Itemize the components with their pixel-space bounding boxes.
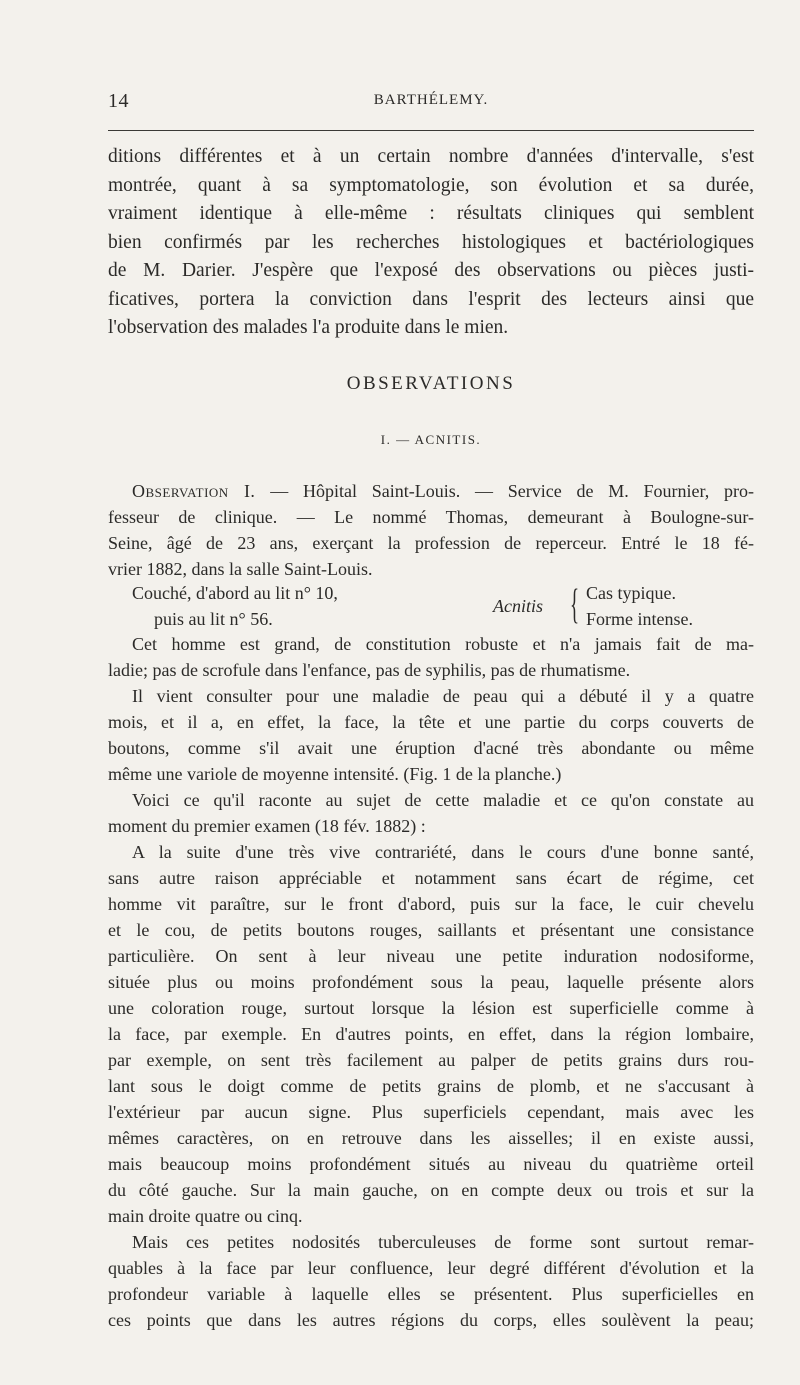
text-line: Seine, âgé de 23 ans, exerçant la profession de reperceur. Entré le 18 fé- [108, 533, 754, 553]
text-line: Mais ces petites nodosités tuberculeuses de forme sont surtout remar- [132, 1232, 754, 1252]
text-line: du côté gauche. Sur la main gauche, on en compte deux ou trois et sur la [108, 1180, 754, 1200]
observation-paragraph [108, 478, 754, 582]
text-line: fesseur de clinique. — Le nommé Thomas, demeurant à Boulogne-sur- [108, 507, 754, 527]
page-number: 14 [108, 90, 129, 112]
text-line: située plus ou moins profondément sous la peau, laquelle présente alors [108, 972, 754, 992]
text-line: main droite quatre ou cinq. [108, 1206, 303, 1226]
body-paragraph [108, 1229, 754, 1333]
body-paragraph [108, 631, 754, 683]
section-title: OBSERVATIONS [346, 373, 516, 394]
text-line: bien confirmés par les recherches histologiques et bactériologiques [108, 231, 754, 253]
text-line: quables à la face par leur confluence, leur degré différent d'évolution et la [108, 1258, 754, 1278]
body-paragraph [108, 787, 754, 839]
text-line: boutons, comme s'il avait une éruption d'acné très abondante ou même [108, 738, 754, 758]
text-line: Voici ce qu'il raconte au sujet de cette maladie et ce qu'on constate au [132, 790, 754, 810]
text-line: même une variole de moyenne intensité. (Fig. 1 de la planche.) [108, 764, 562, 784]
bed-line: puis au lit n° 56. [154, 609, 273, 629]
diagnosis-label: Acnitis [493, 596, 543, 616]
text-line: mois, et il a, en effet, la face, la tête et une partie du corps couverts de [108, 712, 754, 732]
text-line: ladie; pas de scrofule dans l'enfance, pas de syphilis, pas de rhumatisme. [108, 660, 631, 680]
text-line: particulière. On sent à leur niveau une petite induration nodosiforme, [108, 946, 754, 966]
observation-text: — Hôpital Saint-Louis. — Service de M. Fournier, pro- [255, 481, 754, 501]
bed-info [132, 580, 338, 632]
body-paragraph [108, 839, 754, 1229]
text-line: ditions différentes et à un certain nombre d'années d'intervalle, s'est [108, 146, 754, 167]
diagnosis-type: Forme intense. [586, 609, 693, 629]
text-line: vraiment identique à elle-même : résultats cliniques qui semblent [108, 203, 754, 224]
text-line: montrée, quant à sa symptomatologie, son évolution et sa durée, [108, 174, 754, 196]
text-line: et le cou, de petits boutons rouges, saillants et présentant une consistance [108, 920, 754, 940]
text-line: l'extérieur par aucun signe. Plus superficiels cependant, mais avec les [108, 1102, 754, 1122]
text-line: moment du premier examen (18 fév. 1882) : [108, 816, 426, 836]
text-line: vrier 1882, dans la salle Saint-Louis. [108, 559, 373, 579]
diagnosis-types [586, 580, 693, 632]
running-head: BARTHÉLEMY. [373, 92, 489, 108]
text-line: la face, par exemple. En d'autres points, en effet, dans la région lombaire, [108, 1024, 754, 1044]
text-line: Cet homme est grand, de constitution robuste et n'a jamais fait de ma- [132, 634, 754, 654]
text-line: par exemple, on sent très facilement au palper de petits grains durs rou- [108, 1050, 754, 1070]
bed-diagnosis-block [108, 580, 754, 636]
text-line: ficatives, portera la conviction dans l'esprit des lecteurs ainsi que [108, 288, 754, 310]
page-header [108, 90, 754, 116]
text-line: Il vient consulter pour une maladie de peau qui a débuté il y a quatre [132, 686, 754, 706]
observation-label: Observation I. [132, 481, 256, 501]
text-line: mêmes caractères, on en retrouve dans les aisselles; il en existe aussi, [108, 1128, 754, 1148]
text-line: mais beaucoup moins profondément situés au niveau du quatrième orteil [108, 1154, 754, 1174]
text-line: de M. Darier. J'espère que l'exposé des observations ou pièces justi- [108, 260, 754, 281]
text-line: lant sous le doigt comme de petits grains de plomb, et ne s'accusant à [108, 1076, 754, 1096]
text-line: sans autre raison appréciable et notamment sans écart de régime, cet [108, 868, 754, 888]
section-subtitle: I. — ACNITIS. [380, 432, 482, 447]
text-line: A la suite d'une très vive contrariété, dans le cours d'une bonne santé, [132, 842, 754, 862]
text-line: profondeur variable à laquelle elles se présentent. Plus superficielles en [108, 1284, 754, 1304]
brace: { [570, 582, 580, 628]
text-line: une coloration rouge, surtout lorsque la lésion est superficielle comme à [108, 998, 754, 1018]
header-rule [108, 130, 754, 131]
bed-line: Couché, d'abord au lit n° 10, [132, 583, 338, 603]
diagnosis-type: Cas typique. [586, 583, 676, 603]
text-line [108, 478, 754, 504]
body-paragraph [108, 683, 754, 787]
intro-paragraph [108, 143, 754, 343]
text-line: homme vit paraître, sur le front d'abord, puis sur la face, le cuir chevelu [108, 894, 754, 914]
text-line: l'observation des malades l'a produite dans le mien. [108, 317, 509, 338]
text-line: ces points que dans les autres régions du corps, elles soulèvent la peau; [108, 1310, 754, 1330]
